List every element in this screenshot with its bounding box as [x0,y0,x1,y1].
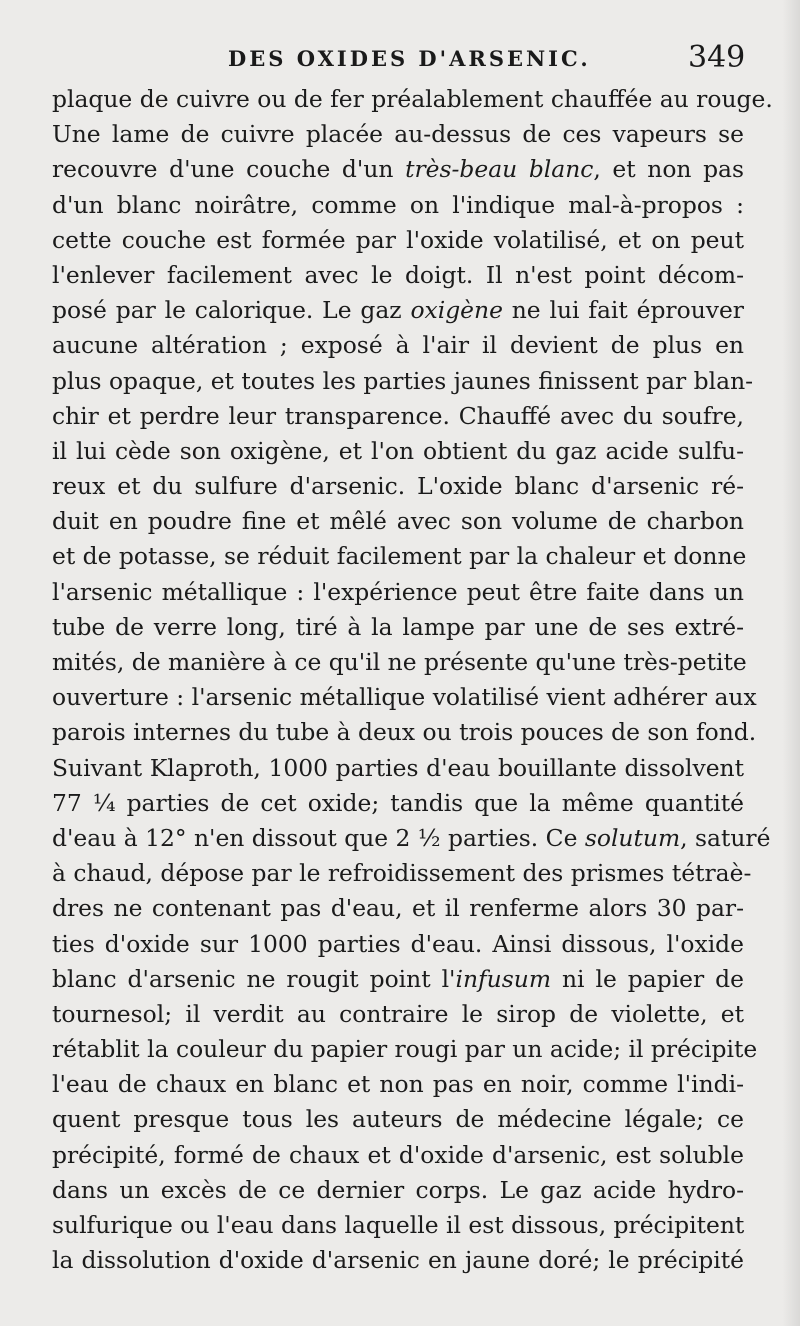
text-segment: l'arsenic métallique : l'expérience peut être faite dans un [52,577,744,606]
text-segment: , saturé [680,823,771,852]
text-line [52,856,752,891]
text-segment: 77 ¼ parties de cet oxide; tandis que la même quantité [52,788,744,817]
text-line [52,152,744,187]
text-segment: chir et perdre leur transparence. Chauffé avec du soufre, [52,401,744,430]
text-segment: sulfurique ou l'eau dans laquelle il est dissous, précipitent [52,1211,745,1239]
italic-term: oxigène [410,296,503,325]
text-line [52,1138,744,1173]
text-line [52,610,744,645]
text-segment: mités, de manière à ce qu'il ne présente qu'une très-petite [52,648,747,676]
text-line [52,1032,758,1067]
text-segment: dres ne contenant pas d'eau, et il renferme alors 30 par- [52,894,744,923]
text-segment: plus opaque, et toutes les parties jaunes finissent par blan- [52,366,754,395]
text-segment: parois internes du tube à deux ou trois pouces de son fond. [52,718,757,747]
text-line [52,223,744,258]
text-line [52,504,744,539]
text-segment: reux et du sulfure d'arsenic. L'oxide blanc d'arsenic ré- [52,472,744,501]
text-line [52,539,747,574]
text-line [52,258,744,293]
text-segment: recouvre d'une couche d'un [52,155,406,184]
text-segment: Suivant Klaproth, 1000 parties d'eau bouillante dissolvent [52,753,744,782]
text-segment: tube de verre long, tiré à la lampe par une de ses extré- [52,612,744,641]
text-line [52,962,744,997]
text-segment: précipité, formé de chaux et d'oxide d'arsenic, est soluble [52,1140,744,1169]
text-line [52,1208,744,1243]
text-segment: quent presque tous les auteurs de médecine légale; ce [52,1105,744,1134]
text-line [52,891,744,926]
text-line [52,328,744,363]
text-line [52,997,744,1032]
text-line [52,927,744,962]
italic-term: solutum [584,823,681,852]
text-line [52,1067,744,1102]
text-line [52,399,744,434]
text-segment: la dissolution d'oxide d'arsenic en jaune doré; le précipité [52,1246,744,1275]
text-line [52,821,771,856]
page-number: 349 [688,40,746,75]
text-line [52,364,754,399]
text-line [52,1173,744,1208]
text-line [52,188,744,223]
text-segment: posé par le calorique. Le gaz [52,296,411,325]
text-line [52,575,744,610]
running-head [0,40,800,80]
text-segment: d'eau à 12° n'en dissout que 2 ½ parties. Ce [52,823,585,852]
italic-term: très-beau blanc [405,155,594,184]
text-line [52,469,744,504]
text-segment: dans un excès de ce dernier corps. Le gaz acide hydro- [52,1175,744,1204]
text-segment: plaque de cuivre ou de fer préalablement chauffée au rouge. [52,85,773,113]
text-segment: l'eau de chaux en blanc et non pas en noir, comme l'indi- [52,1070,744,1099]
body-text [52,82,773,1278]
text-line [52,1102,744,1137]
text-line [52,1243,744,1278]
text-segment: ouverture : l'arsenic métallique volatilisé vient adhérer aux [52,683,757,712]
text-segment: , et non pas [593,155,744,184]
text-segment: et de potasse, se réduit facilement par la chaleur et donne [52,542,747,571]
running-title: DES OXIDES D'ARSENIC. [228,46,591,71]
text-segment: l'enlever facilement avec le doigt. Il n'est point décom- [52,260,744,289]
text-segment: ties d'oxide sur 1000 parties d'eau. Ainsi dissous, l'oxide [52,929,744,958]
text-line [52,82,773,117]
text-segment: Une lame de cuivre placée au-dessus de ces vapeurs se [52,120,744,149]
text-segment: d'un blanc noirâtre, comme on l'indique mal-à-propos : [52,190,744,219]
text-segment: blanc d'arsenic ne rougit point l' [52,964,456,993]
text-line [52,680,757,715]
text-line [52,645,747,680]
text-segment: rétablit la couleur du papier rougi par un acide; il précipite [52,1035,758,1064]
text-line [52,751,744,786]
text-line [52,715,757,750]
text-segment: il lui cède son oxigène, et l'on obtient du gaz acide sulfu- [52,436,744,465]
text-segment: tournesol; il verdit au contraire le sirop de violette, et [52,999,744,1028]
text-line [52,434,744,469]
text-line [52,117,744,152]
text-segment: ni le papier de [551,964,744,993]
text-segment: duit en poudre fine et mêlé avec son volume de charbon [52,507,744,536]
text-segment: ne lui fait éprouver [502,296,744,325]
text-segment: à chaud, dépose par le refroidissement des prismes tétraè- [52,859,752,888]
text-line [52,786,744,821]
text-segment: aucune altération ; exposé à l'air il devient de plus en [52,331,744,360]
text-line [52,293,744,328]
italic-term: infusum [455,964,551,993]
text-segment: cette couche est formée par l'oxide volatilisé, et on peut [52,225,744,254]
